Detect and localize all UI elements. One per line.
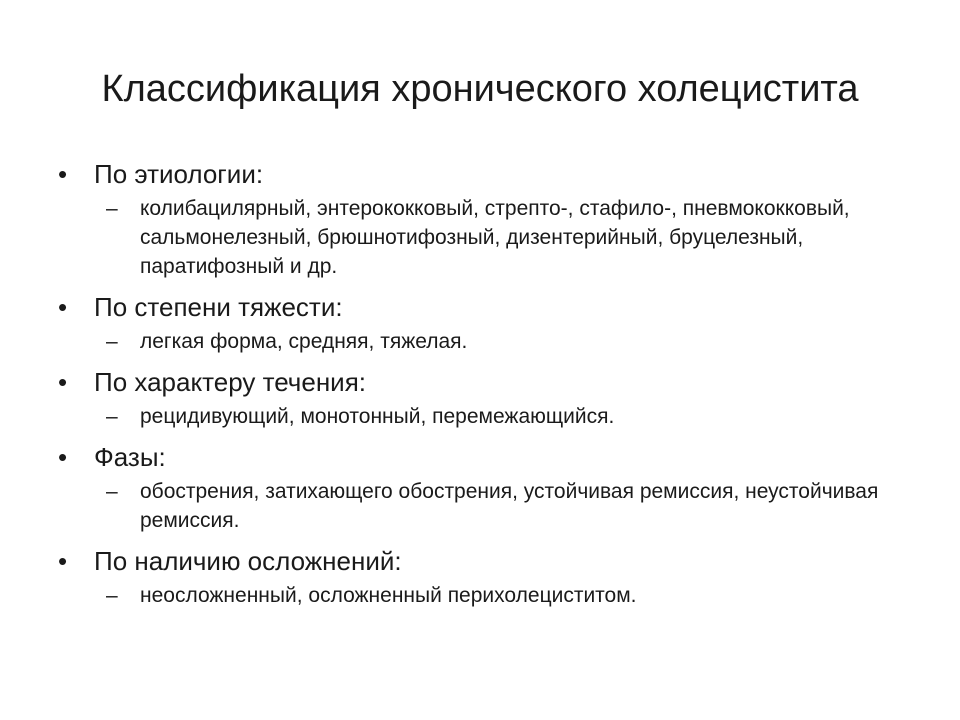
section-complications [54, 541, 914, 610]
sub-item-text: рецидивующий, монотонный, перемежающийся. [140, 405, 615, 428]
bullet-heading: По характеру течения: [94, 367, 366, 397]
sub-item [106, 327, 914, 356]
sub-item-text: обострения, затихающего обострения, устойчивая ремиссия, неустойчивая ремиссия. [140, 480, 879, 532]
slide-title: Классификация хронического холецистита [101, 68, 859, 110]
bullet-icon: • [58, 292, 68, 322]
sub-item [106, 581, 914, 610]
bullet-heading: По этиологии: [94, 159, 264, 189]
bullet-heading: Фазы: [94, 442, 166, 472]
bullet-item [54, 154, 914, 194]
sub-item [106, 402, 914, 431]
sub-item [106, 194, 914, 281]
section-etiology [54, 154, 914, 281]
sub-item [106, 477, 914, 535]
bullet-icon: • [58, 546, 68, 576]
bullet-heading: По наличию осложнений: [94, 546, 402, 576]
bullet-heading: По степени тяжести: [94, 292, 343, 322]
sub-item-text: неосложненный, осложненный перихолециститом. [140, 584, 637, 607]
sub-item-text: легкая форма, средняя, тяжелая. [140, 330, 468, 353]
dash-icon: – [106, 584, 118, 607]
bullet-item [54, 541, 914, 581]
bullet-item [54, 437, 914, 477]
section-severity [54, 287, 914, 356]
section-phases [54, 437, 914, 535]
bullet-item [54, 362, 914, 402]
section-course [54, 362, 914, 431]
bullet-icon: • [58, 367, 68, 397]
bullet-icon: • [58, 442, 68, 472]
dash-icon: – [106, 480, 118, 503]
dash-icon: – [106, 330, 118, 353]
bullet-icon: • [58, 159, 68, 189]
sub-item-text: колибацилярный, энтерококковый, стрепто-, стафило-, пневмококковый, сальмонелезный, брюшнотифозный, дизентерийный, бруцелезный, паратифозный и др. [140, 197, 850, 278]
dash-icon: – [106, 197, 118, 220]
content-list [54, 154, 914, 616]
bullet-item [54, 287, 914, 327]
dash-icon: – [106, 405, 118, 428]
